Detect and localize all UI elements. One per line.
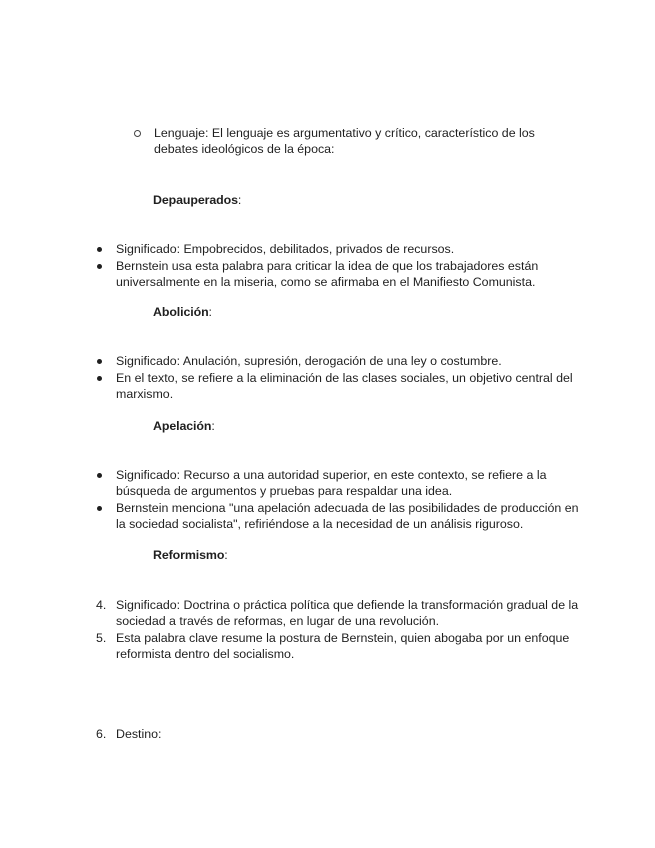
bullet-list-apelacion [96, 467, 586, 533]
bullet-icon [97, 473, 102, 478]
section-heading-abolicion: Abolición: [153, 305, 212, 319]
list-number: 6. [96, 727, 107, 741]
list-number: 5. [96, 631, 107, 645]
list-item: 6. Destino: [96, 727, 162, 741]
hollow-bullet-icon [134, 130, 141, 137]
section-heading-apelacion: Apelación: [153, 419, 215, 433]
numbered-list-reformismo [96, 597, 586, 663]
bullet-icon [97, 376, 102, 381]
list-item: Bernstein usa esta palabra para criticar la idea de que los trabajadores están universalmente en la miseria, como se afirmaba en el Manifiesto Comunista. [96, 258, 586, 290]
bullet-list-depauperados [96, 241, 586, 291]
list-item: Bernstein menciona "una apelación adecuada de las posibilidades de producción en la sociedad socialista", refiriéndose a la necesidad de un análisis riguroso. [96, 500, 586, 532]
bullet-icon [97, 506, 102, 511]
list-item: En el texto, se refiere a la eliminación de las clases sociales, un objetivo central del marxismo. [96, 370, 586, 402]
numbered-list-final [96, 726, 586, 743]
bullet-icon [97, 264, 102, 269]
bullet-list-abolicion [96, 353, 586, 403]
list-item: Significado: Anulación, supresión, derogación de una ley o costumbre. [96, 353, 586, 369]
intro-list-item [134, 125, 564, 157]
bullet-icon [97, 359, 102, 364]
list-item: 4. Significado: Doctrina o práctica política que defiende la transformación gradual de la sociedad a través de reformas, en lugar de una revolución. [96, 598, 579, 628]
intro-text: Lenguaje: El lenguaje es argumentativo y crítico, característico de los debates ideológicos de la época: [154, 126, 535, 156]
list-item: 5. Esta palabra clave resume la postura de Bernstein, quien abogaba por un enfoque reformista dentro del socialismo. [96, 631, 570, 661]
list-number: 4. [96, 598, 107, 612]
list-item: Significado: Recurso a una autoridad superior, en este contexto, se refiere a la búsqueda de argumentos y pruebas para respaldar una idea. [96, 467, 586, 499]
section-heading-reformismo: Reformismo: [153, 548, 228, 562]
section-heading-depauperados: Depauperados: [153, 193, 242, 207]
bullet-icon [97, 247, 102, 252]
list-item: Significado: Empobrecidos, debilitados, privados de recursos. [96, 241, 586, 257]
